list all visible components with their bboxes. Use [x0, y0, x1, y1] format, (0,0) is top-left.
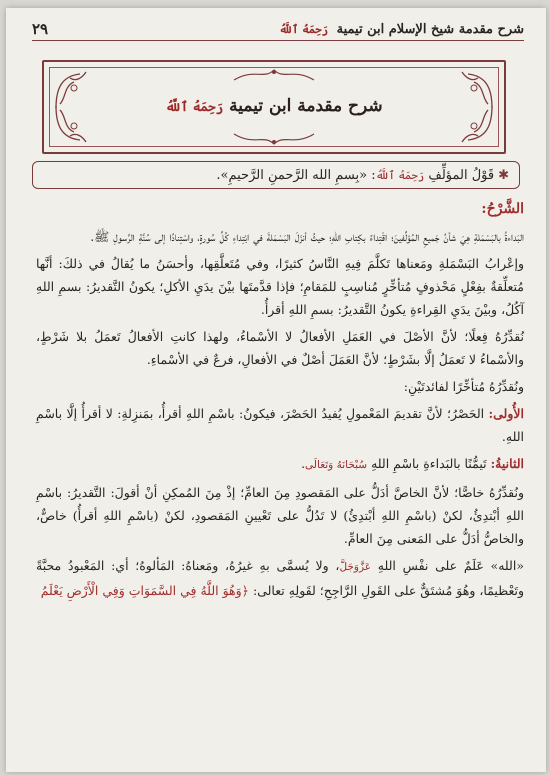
- star-icon: ✱: [498, 167, 509, 183]
- second-benefit-text: تَيمُّنًا بالبَداءةِ باسْمِ اللهِ: [371, 456, 491, 471]
- commentary-body: [36, 198, 524, 606]
- running-head-honorific: رَحِمَهُ ٱللَّهُ: [279, 22, 329, 36]
- paragraph-2: وإعْرابُ البَسْمَلةِ ومَعناها تَكلَّمَ فِيهِ النَّاسُ كثيرًا، وفي مُتَعلَّقِها، وأحسَنُ ما يُقالُ في ذلكَ: أنَّها مُتعلِّقةٌ بفِعْلٍ مَحْذوفٍ مُتأخِّرٍ مُناسِبٍ للمَقامِ؛ فإذا قدَّمتَها بيْنَ يدَيِ الأكلِ؛ يكونُ التَّقديرُ: بسمِ اللهِ آكُلُ، وبيْنَ يدَيِ القِراءةِ يكونُ التَّقديرُ: بسمِ اللهِ أقرأُ.: [36, 256, 524, 317]
- paragraph-4: ونُقدِّرُهُ مُتأخِّرًا لفائدتَيْنِ:: [403, 379, 524, 394]
- chapter-title-frame: [42, 60, 506, 154]
- second-benefit-label: الثانيةُ:: [490, 456, 524, 471]
- first-benefit-text: الحَصْرُ؛ لأنَّ تقديمَ المَعْمولِ يُفيدُ الحَصْرَ، فيكونُ: باسْمِ اللهِ أقرأُ، بمَنزِلةِ: لا أقرأُ إلَّا باسْمِ اللهِ.: [36, 406, 524, 444]
- paragraph-6: الثانيةُ: تَيمُّنًا بالبَداءةِ باسْمِ اللهِ سُبْحَانَهُ وَتَعَالَى.: [301, 456, 524, 471]
- running-head-title-text: شرح مقدمة شيخ الإسلام ابن تيمية: [336, 21, 524, 37]
- quote-text: : «بِسمِ الله الرَّحمنِ الرَّحيمِ».: [216, 167, 376, 183]
- sharh-heading: الشَّرْحُ:: [481, 201, 524, 217]
- author-quote-box: [32, 161, 520, 189]
- chapter-title-honorific: رَحِمَهُ ٱللَّهُ: [165, 100, 224, 115]
- quran-verse: ﴿وَهُوَ اللَّهُ فِي السَّمَوَاتِ وَفِي الْأَرْضِ يَعْلَمُ: [40, 583, 253, 598]
- paragraph-7: ونُقدِّرُهُ خاصًّا؛ لأنَّ الخاصَّ أدَلُّ على المَقصودِ مِنَ العامِّ؛ إذْ مِنَ المُمكِنِ أنْ أقولَ: التَّقديرُ: باسْمِ اللهِ أبْتدِئُ، لكنْ (باسْمِ اللهِ أبْتدِئُ) لا تَدُلُّ على تَعْيينِ المَقصودِ، لكنْ (باسْمِ اللهِ أقرأُ) خاصٌّ، والخاصُّ أدَلُّ على المَعنى مِنَ العامِّ.: [36, 485, 524, 546]
- paragraph-5: [36, 402, 524, 448]
- paragraph-8-middle: ، ولا يُسمَّى بهِ غيرُهُ، ومَعناهُ: المَألوهُ؛ أي: المَعْبودُ محبَّةً وتَعْظيمًا، وهُوَ مُشتَقٌّ على القَولِ الرَّاجِحِ؛ لقَولِهِ تعالى:: [36, 558, 524, 598]
- paragraph-3: نُقدِّرُهُ فِعلًا؛ لأنَّ الأصْلَ في العَمَلِ الأفعالُ لا الأسْماءُ، ولهذا كانتِ الأفعالُ تَعمَلُ بلا شَرْطٍ، والأسْماءُ لا تَعمَلُ إلَّا بشَرْطٍ؛ لأنَّ العَمَلَ أصْلٌ في الأفعالِ، فرعٌ في الأسْماءِ.: [36, 329, 524, 367]
- first-benefit-label: الأُولى:: [488, 406, 524, 421]
- paragraph-8-start: «الله» عَلَمٌ على نفْسِ اللهِ: [377, 558, 524, 573]
- quote-honorific: رَحِمَهُ ٱللَّهُ: [375, 168, 425, 182]
- running-head: [32, 18, 524, 41]
- running-head-title: [279, 22, 524, 37]
- top-flourish-icon: [224, 66, 324, 84]
- chapter-title: [44, 96, 504, 116]
- quote-lead: قَوْلُ المؤلِّفِ: [428, 167, 495, 183]
- second-benefit-honorific: سُبْحَانَهُ وَتَعَالَى: [305, 459, 368, 471]
- paragraph-8-honorific: عَزَّوَجَلَّ: [339, 561, 372, 573]
- paragraph-8: [36, 554, 524, 602]
- page-number: ٢٩: [32, 20, 49, 38]
- chapter-title-text: شرح مقدمة ابن تيمية: [229, 96, 383, 116]
- bottom-flourish-icon: [224, 130, 324, 148]
- book-page: [6, 8, 546, 772]
- paragraph-1: البَداءةُ بالبَسْمَلةِ هِيَ شأنُ جَميعِ المُؤلِّفينَ؛ اقْتِداءً بكِتابِ اللهِ؛ حيثُ أنزَلَ البَسْمَلةَ في ابْتِداءِ كُلِّ سُورةٍ، واسْتِنادًا إلى سُنَّةِ الرَّسولِ ﷺ.: [90, 229, 524, 244]
